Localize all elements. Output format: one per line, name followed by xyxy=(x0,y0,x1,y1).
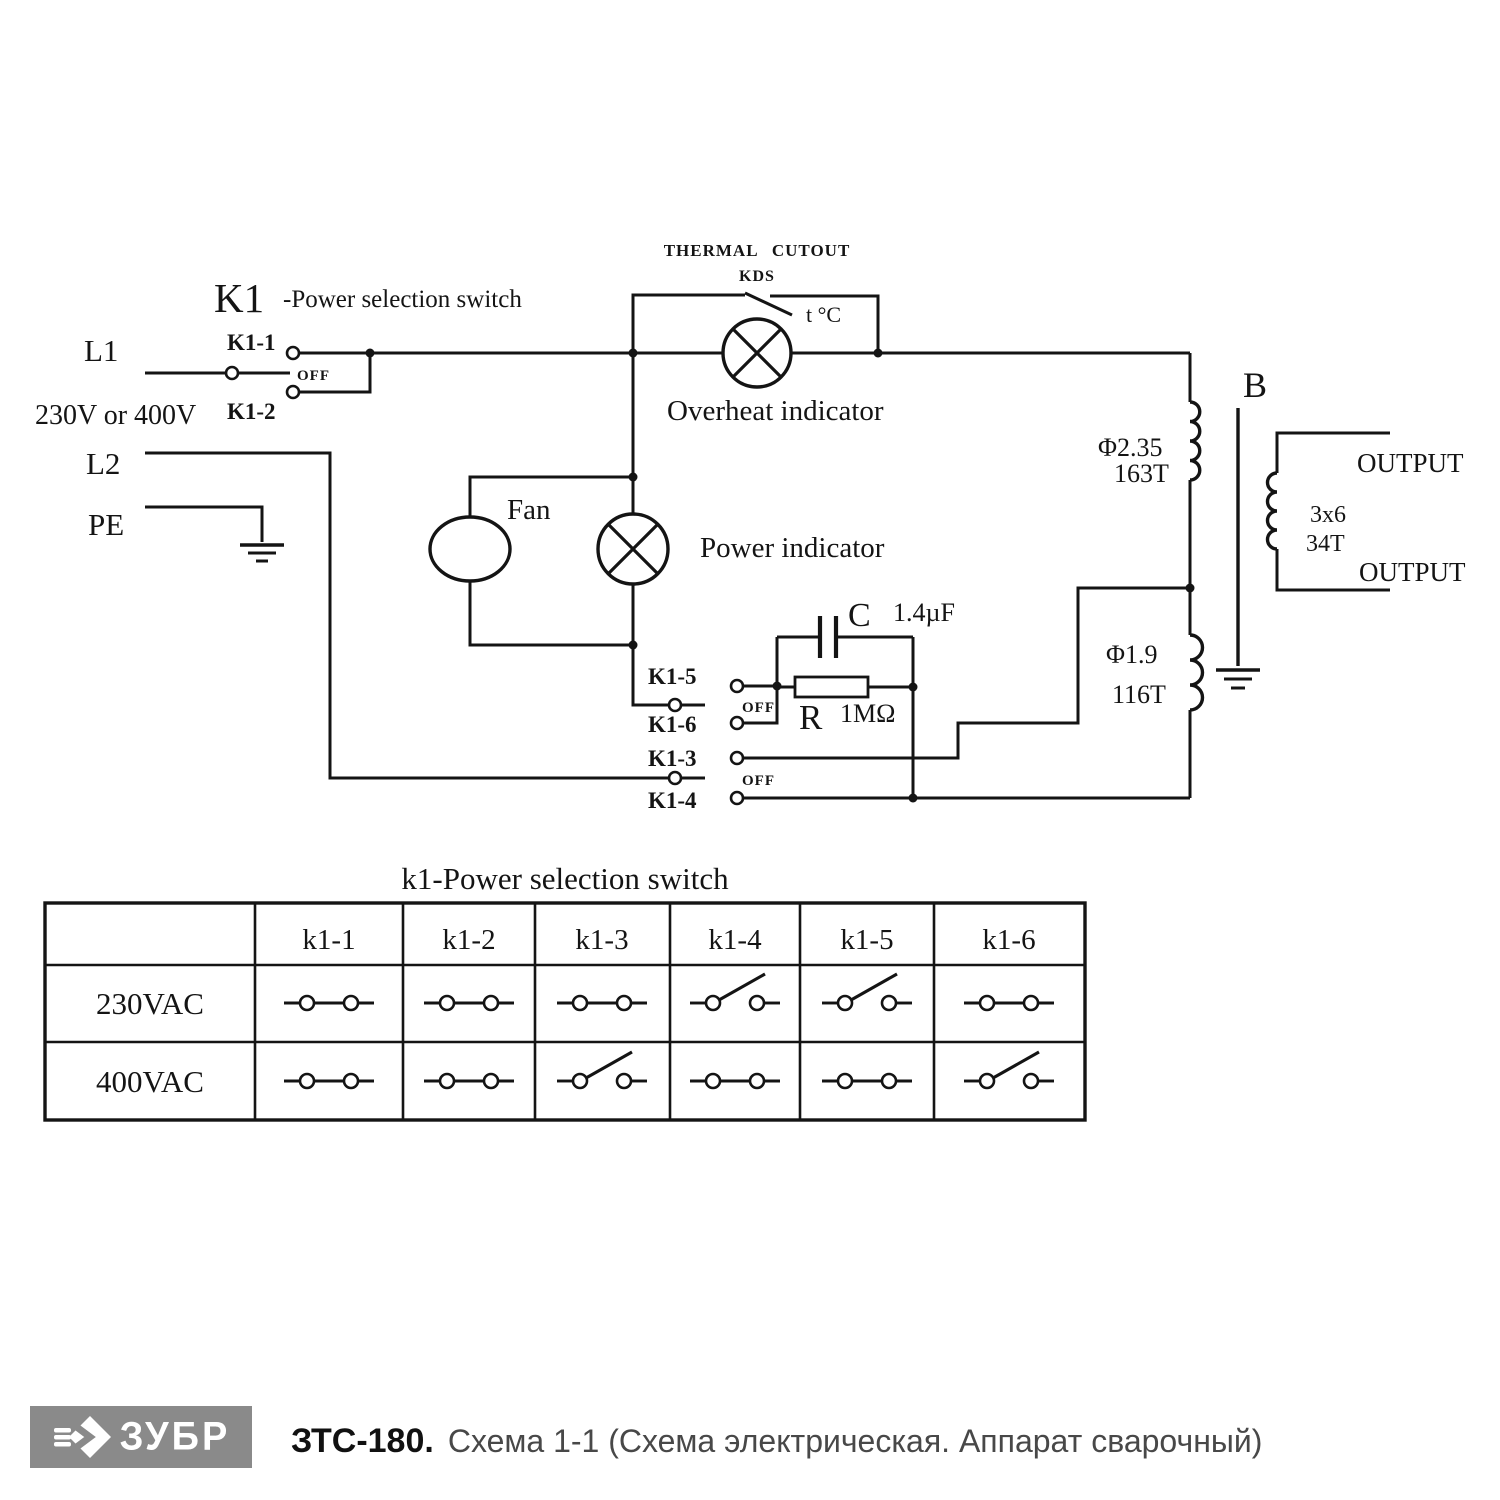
contact-k1-5-label: K1-5 xyxy=(648,664,697,689)
pe-ground xyxy=(145,507,284,561)
k1-title: K1 xyxy=(214,275,265,321)
table-title: k1-Power selection switch xyxy=(401,861,729,896)
resistor-name: R xyxy=(799,698,823,737)
footer-caption xyxy=(291,1422,1262,1461)
primary-low-turns-label: 116T xyxy=(1112,680,1166,709)
brand-name: ЗУБР xyxy=(119,1414,231,1460)
contact-k1-4-label: K1-4 xyxy=(648,788,697,813)
table-row-400vac-label: 400VAC xyxy=(96,1064,204,1099)
brand-logo xyxy=(30,1406,252,1468)
winding-primary-high xyxy=(1190,402,1200,480)
power-selection-table xyxy=(45,861,1085,1120)
power-indicator-branch xyxy=(598,353,670,705)
switch-state-230vac-k1-4 xyxy=(690,974,780,1010)
capacitor-value: 1.4µF xyxy=(893,598,955,627)
switch-pivot-terminal xyxy=(226,367,238,379)
off-terminal xyxy=(669,772,681,784)
output-top-label: OUTPUT xyxy=(1357,448,1464,478)
switch-state-400vac-k1-1 xyxy=(284,1074,374,1088)
k1-subtitle: -Power selection switch xyxy=(283,286,522,313)
table-col-k1-6: k1-6 xyxy=(982,924,1036,956)
table-row-230vac-label: 230VAC xyxy=(96,986,204,1021)
contact-k1-3-label: K1-3 xyxy=(648,746,697,771)
junction-dot xyxy=(874,349,883,358)
secondary-turns-label: 34T xyxy=(1306,531,1345,557)
transformer-designator: B xyxy=(1243,365,1268,405)
scheme-subtitle: Схема 1-1 (Схема электрическая. Аппарат сварочный) xyxy=(447,1423,1263,1459)
contact-k1-2-label: K1-2 xyxy=(227,399,276,424)
off-terminal xyxy=(669,699,681,711)
overheat-indicator-label: Overheat indicator xyxy=(667,395,884,427)
overheat-indicator-lamp xyxy=(723,319,791,387)
secondary-wire-label: 3x6 xyxy=(1310,502,1346,528)
off-label: OFF xyxy=(742,700,775,716)
capacitor-name: C xyxy=(848,597,871,634)
transformer-core xyxy=(1216,408,1260,688)
contact-k1-2-terminal xyxy=(287,386,299,398)
junction-dot xyxy=(909,683,918,692)
switch-state-400vac-k1-5 xyxy=(822,1074,912,1088)
thermal-cutout-label: THERMAL CUTOUT xyxy=(663,241,851,260)
switch-state-230vac-k1-5 xyxy=(822,974,912,1010)
output-bottom-label: OUTPUT xyxy=(1359,557,1466,587)
kds-label: KDS xyxy=(739,268,775,285)
switch-state-400vac-k1-4 xyxy=(690,1074,780,1088)
off-label: OFF xyxy=(742,773,775,789)
thermal-temp-label: t °C xyxy=(806,302,842,327)
power-indicator-label: Power indicator xyxy=(700,532,885,564)
primary-high-wire-label: Φ2.35 xyxy=(1098,433,1163,462)
contact-k1-1-label: K1-1 xyxy=(227,330,276,355)
fan-label: Fan xyxy=(507,494,551,526)
pe-label: PE xyxy=(88,507,125,542)
l2-input-wire xyxy=(145,453,670,778)
l2-label: L2 xyxy=(86,446,121,481)
switch-state-400vac-k1-6 xyxy=(964,1052,1054,1088)
switch-state-400vac-k1-2 xyxy=(424,1074,514,1088)
switch-state-400vac-k1-3 xyxy=(557,1052,647,1088)
table-col-k1-1: k1-1 xyxy=(302,924,356,956)
table-col-k1-3: k1-3 xyxy=(575,924,629,956)
resistor xyxy=(777,677,913,697)
junction-dot xyxy=(366,349,375,358)
winding-primary-low xyxy=(1190,635,1203,710)
primary-low-wire-label: Φ1.9 xyxy=(1106,640,1158,669)
off-label: OFF xyxy=(297,368,330,384)
switch-state-230vac-k1-1 xyxy=(284,996,374,1010)
contact-k1-6-label: K1-6 xyxy=(648,712,697,737)
model-number: ЗТС-180. xyxy=(291,1422,434,1460)
junction-dot xyxy=(1186,584,1195,593)
table-col-k1-2: k1-2 xyxy=(442,924,496,956)
l1-label: L1 xyxy=(84,333,119,368)
junction-dot xyxy=(773,682,782,691)
resistor-value: 1MΩ xyxy=(840,699,896,728)
contact-k1-1-terminal xyxy=(287,347,299,359)
table-col-k1-5: k1-5 xyxy=(840,924,894,956)
transformer-primary xyxy=(1186,353,1203,798)
winding-secondary xyxy=(1268,473,1278,549)
primary-high-turns-label: 163T xyxy=(1114,459,1169,488)
table-col-k1-4: k1-4 xyxy=(708,924,762,956)
zubr-logo-icon xyxy=(52,1413,114,1461)
switch-state-230vac-k1-3 xyxy=(557,996,647,1010)
voltage-label: 230V or 400V xyxy=(35,400,197,431)
switch-state-230vac-k1-2 xyxy=(424,996,514,1010)
switch-state-230vac-k1-6 xyxy=(964,996,1054,1010)
